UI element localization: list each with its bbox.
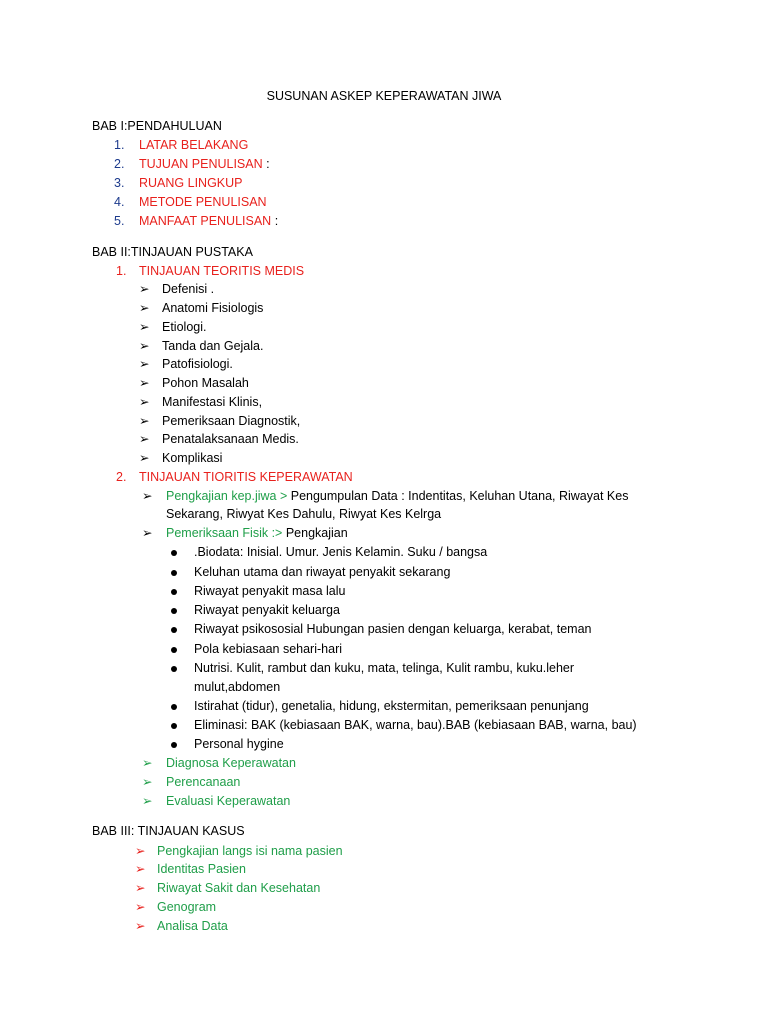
bullet-dot-icon: [171, 641, 177, 657]
bab1-item-text: RUANG LINGKUP: [139, 176, 243, 190]
medis-list-item: Defenisi .: [162, 282, 215, 296]
bab1-item-text: METODE PENULISAN: [139, 195, 267, 209]
kasus-list-item: Genogram: [157, 900, 217, 914]
arrow-bullet-icon: ➢: [139, 357, 150, 371]
arrow-bullet-icon: ➢: [142, 775, 153, 789]
arrow-bullet-icon: ➢: [135, 881, 146, 895]
medis-list-item: Tanda dan Gejala.: [162, 339, 264, 353]
bab1-heading: BAB I:PENDAHULUAN: [92, 119, 222, 133]
pemeriksaan-label: Pemeriksaan Fisik :>: [166, 526, 286, 540]
pemeriksaan-sub-item: Riwayat penyakit masa lalu: [194, 584, 346, 598]
bab2-section1-number: 1.: [116, 264, 127, 278]
arrow-bullet-icon: ➢: [139, 339, 150, 353]
bab1-list-item: [139, 137, 248, 153]
arrow-bullet-icon: ➢: [139, 282, 150, 296]
pemeriksaan-sub-item: Riwayat penyakit keluarga: [194, 603, 340, 617]
bab1-list-item: [139, 213, 278, 229]
medis-list-item: Pemeriksaan Diagnostik,: [162, 414, 301, 428]
pemeriksaan-sub-item: Pola kebiasaan sehari-hari: [194, 642, 343, 656]
bullet-dot-icon: [171, 602, 177, 618]
keperawatan-list-item: Perencanaan: [166, 775, 241, 789]
bullet-dot-icon: [171, 717, 177, 733]
arrow-bullet-icon: ➢: [135, 862, 146, 876]
medis-list-item: Komplikasi: [162, 451, 223, 465]
medis-list-item: Etiologi.: [162, 320, 207, 334]
arrow-bullet-icon: ➢: [139, 320, 150, 334]
arrow-bullet-icon: ➢: [139, 432, 150, 446]
pemeriksaan-sub-item: Eliminasi: BAK (kebiasaan BAK, warna, bau).BAB (kebiasaan BAB, warna, bau): [194, 718, 637, 732]
bullet-dot-icon: [171, 544, 177, 560]
arrow-bullet-icon: ➢: [139, 395, 150, 409]
bab1-item-number: 5.: [114, 214, 125, 228]
bab2-section1-title: TINJAUAN TEORITIS MEDIS: [139, 264, 305, 278]
pemeriksaan-sub-item: Istirahat (tidur), genetalia, hidung, ekstermitan, pemeriksaan penunjang: [194, 699, 589, 713]
arrow-bullet-icon: ➢: [142, 489, 153, 503]
pemeriksaan-sub-item: Riwayat psikososial Hubungan pasien dengan keluarga, kerabat, teman: [194, 622, 592, 636]
bab1-item-number: 4.: [114, 195, 125, 209]
arrow-bullet-icon: ➢: [139, 451, 150, 465]
kasus-list-item: Riwayat Sakit dan Kesehatan: [157, 881, 321, 895]
medis-list-item: Penatalaksanaan Medis.: [162, 432, 299, 446]
pemeriksaan-text: Pengkajian: [285, 526, 348, 540]
medis-list-item: Anatomi Fisiologis: [162, 301, 264, 315]
bab2-heading: BAB II:TINJAUAN PUSTAKA: [92, 245, 253, 259]
pengkajian-line: [166, 488, 628, 504]
keperawatan-list-item: Evaluasi Keperawatan: [166, 794, 291, 808]
bab1-item-number: 1.: [114, 138, 125, 152]
bullet-dot-icon: [171, 698, 177, 714]
bullet-dot-icon: [171, 564, 177, 580]
bab2-section2-title: TINJAUAN TIORITIS KEPERAWATAN: [139, 470, 353, 484]
bullet-dot-icon: [171, 736, 177, 752]
bab1-list-item: [139, 175, 243, 191]
pengkajian-text: Pengumpulan Data : Indentitas, Keluhan Utana, Riwayat Kes: [290, 489, 629, 503]
pemeriksaan-sub-item: .Biodata: Inisial. Umur. Jenis Kelamin. Suku / bangsa: [194, 545, 488, 559]
arrow-bullet-icon: ➢: [142, 526, 153, 540]
kasus-list-item: Analisa Data: [157, 919, 228, 933]
pemeriksaan-sub-item: Keluhan utama dan riwayat penyakit sekarang: [194, 565, 451, 579]
document-title: SUSUNAN ASKEP KEPERAWATAN JIWA: [266, 89, 502, 103]
bab1-list-item: [139, 156, 270, 172]
pemeriksaan-sub-item: Nutrisi. Kulit, rambut dan kuku, mata, telinga, Kulit rambu, kuku.leher: [194, 661, 575, 675]
kasus-list-item: Pengkajian langs isi nama pasien: [157, 844, 343, 858]
bab1-item-suffix: :: [262, 157, 270, 171]
pengkajian-label: Pengkajian kep.jiwa >: [166, 489, 291, 503]
bab2-section2-number: 2.: [116, 470, 127, 484]
bab1-item-text: MANFAAT PENULISAN: [139, 214, 272, 228]
bab1-list-item: [139, 194, 267, 210]
arrow-bullet-icon: ➢: [142, 794, 153, 808]
pemeriksaan-line: [166, 525, 348, 541]
arrow-bullet-icon: ➢: [135, 844, 146, 858]
bab1-item-number: 3.: [114, 176, 125, 190]
arrow-bullet-icon: ➢: [139, 376, 150, 390]
bab1-item-suffix: :: [271, 214, 279, 228]
arrow-bullet-icon: ➢: [135, 919, 146, 933]
medis-list-item: Pohon Masalah: [162, 376, 249, 390]
arrow-bullet-icon: ➢: [135, 900, 146, 914]
keperawatan-list-item: Diagnosa Keperawatan: [166, 756, 296, 770]
bab1-item-number: 2.: [114, 157, 125, 171]
arrow-bullet-icon: ➢: [139, 301, 150, 315]
bab1-item-text: LATAR BELAKANG: [139, 138, 249, 152]
arrow-bullet-icon: ➢: [139, 414, 150, 428]
bab3-heading: BAB III: TINJAUAN KASUS: [92, 824, 245, 838]
bullet-dot-icon: [171, 621, 177, 637]
pemeriksaan-sub-item: Personal hygine: [194, 737, 284, 751]
pemeriksaan-sub-item-continued: mulut,abdomen: [194, 680, 281, 694]
arrow-bullet-icon: ➢: [142, 756, 153, 770]
bullet-dot-icon: [171, 583, 177, 599]
bullet-dot-icon: [171, 660, 177, 676]
medis-list-item: Patofisiologi.: [162, 357, 233, 371]
medis-list-item: Manifestasi Klinis,: [162, 395, 263, 409]
kasus-list-item: Identitas Pasien: [157, 862, 246, 876]
pengkajian-text-continued: Sekarang, Riwyat Kes Dahulu, Riwyat Kes Kelrga: [166, 507, 442, 521]
bab1-item-text: TUJUAN PENULISAN: [139, 157, 263, 171]
